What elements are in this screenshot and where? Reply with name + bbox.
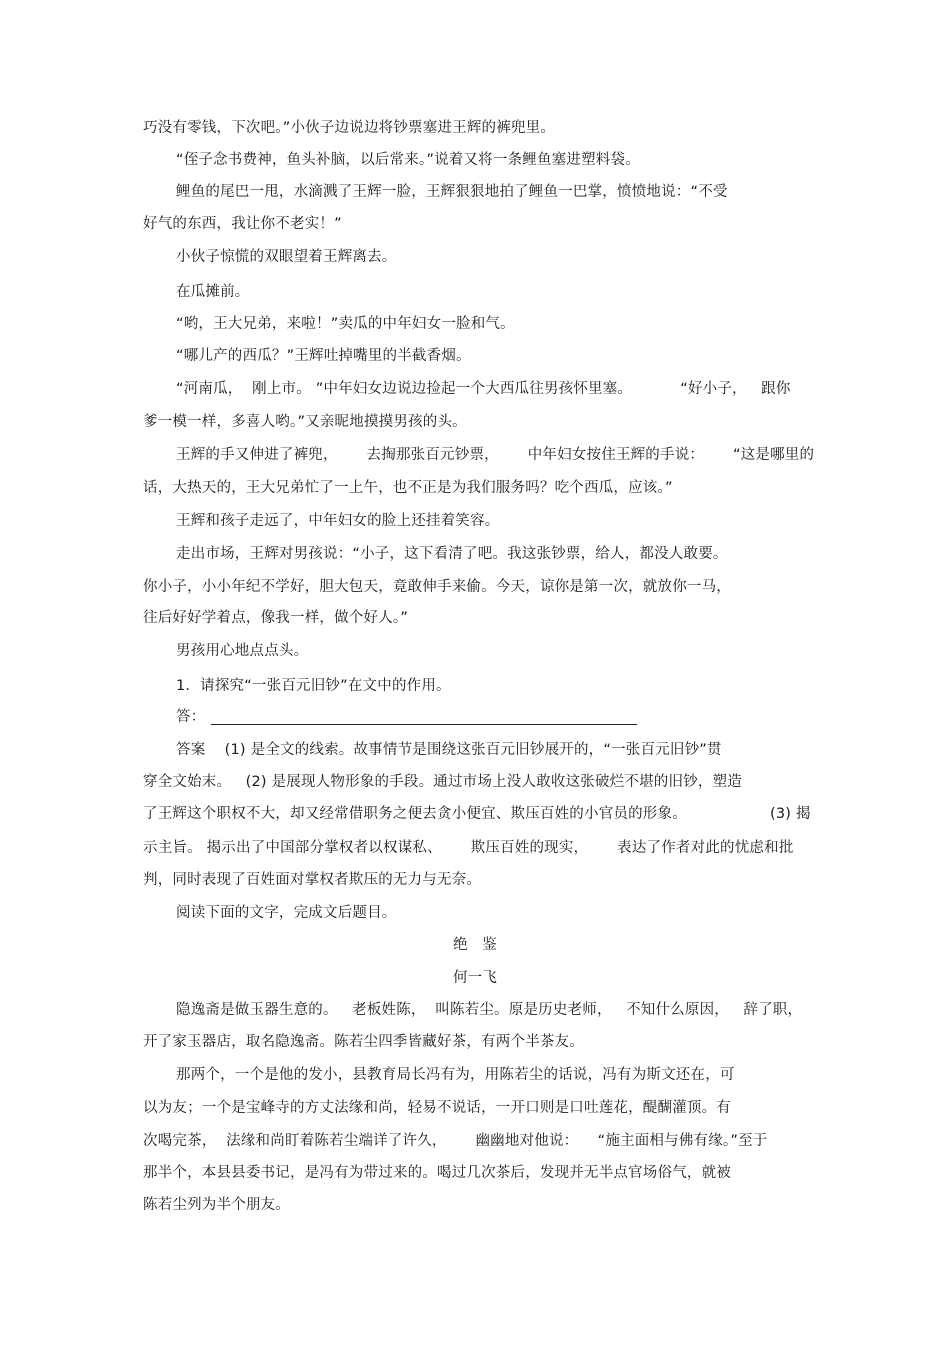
story2-line-2: 开了家玉器店，取名隐逸斋。陈若尘四季皆藏好茶，有两个半茶友。	[143, 1034, 584, 1050]
story1-line-17: 男孩用心地点点头。	[176, 643, 309, 659]
answer-prompt: 答：	[176, 709, 206, 725]
answer-line-4: 示主旨。 揭示出了中国部分掌权者以权谋私、 欺压百姓的现实， 表达了作者对此的忧虑和批	[143, 840, 794, 856]
story1-line-3: 鲤鱼的尾巴一甩，水滴溅了王辉一脸，王辉狠狠地拍了鲤鱼一巴掌，愤愤地说：“不受	[176, 184, 728, 200]
reading-instruction: 阅读下面的文字，完成文后题目。	[176, 905, 397, 921]
story1-line-12: 话，大热天的，王大兄弟忙了一上午，也不正是为我们服务吗？吃个西瓜，应该。”	[143, 480, 673, 496]
story1-line-16: 往后好好学着点，像我一样，做个好人。”	[143, 610, 409, 626]
story1-line-9: “河南瓜， 刚上市。 ”中年妇女边说边捡起一个大西瓜往男孩怀里塞。 “好小子， 跟你	[176, 381, 791, 397]
story1-line-8: “哪儿产的西瓜？”王辉吐掉嘴里的半截香烟。	[176, 348, 471, 364]
story1-line-1: 巧没有零钱，下次吧。”小伙子边说边将钞票塞进王辉的裤兜里。	[143, 120, 556, 136]
answer-blank-line	[211, 724, 637, 725]
story2-line-5: 次喝完茶， 法缘和尚盯着陈若尘端详了许久， 幽幽地对他说： “施主面相与佛有缘。”至于	[143, 1133, 768, 1149]
story1-line-2: “侄子念书费神，鱼头补脑，以后常来。”说着又将一条鲤鱼塞进塑料袋。	[176, 152, 640, 168]
story1-line-15: 你小子，小小年纪不学好，胆大包天，竟敢伸手来偷。今天，谅你是第一次，就放你一马，	[143, 579, 731, 595]
story1-line-14: 走出市场，王辉对男孩说：“小子，这下看清了吧。我这张钞票，给人，都没人敢要。	[176, 546, 728, 562]
story1-line-5: 小伙子惊慌的双眼望着王辉离去。	[176, 249, 397, 265]
question-1: 1．请探究“一张百元旧钞”在文中的作用。	[176, 678, 451, 694]
story2-author: 何一飞	[452, 970, 498, 986]
answer-line-3-tail: (3) 揭	[770, 806, 811, 822]
answer-line-1: 答案 (1) 是全文的线索。故事情节是围绕这张百元旧钞展开的，“一张百元旧钞”贯	[176, 742, 722, 758]
answer-line-3: 了王辉这个职权不大，却又经常借职务之便去贪小便宜、欺压百姓的小官员的形象。	[143, 806, 687, 822]
answer-line-2: 穿全文始末。 (2) 是展现人物形象的手段。通过市场上没人敢收这张破烂不堪的旧钞，塑造	[143, 774, 742, 790]
story1-line-4: 好气的东西，我让你不老实！”	[143, 216, 342, 232]
story2-title: 绝 鉴	[453, 937, 497, 953]
story2-line-6: 那半个，本县县委书记，是冯有为带过来的。喝过几次茶后，发现并无半点官场俗气，就被	[143, 1165, 731, 1181]
story2-line-1: 隐逸斋是做玉器生意的。 老板姓陈， 叫陈若尘。原是历史老师， 不知什么原因， 辞了职，	[176, 1002, 803, 1018]
answer-line-5: 判，同时表现了百姓面对掌权者欺压的无力与无奈。	[143, 872, 482, 888]
story1-line-10: 爹一模一样，多喜人哟。”又亲昵地摸摸男孩的头。	[143, 414, 467, 430]
story2-line-4: 以为友；一个是宝峰寺的方丈法缘和尚，轻易不说话，一开口则是口吐莲花，醍醐灌顶。有	[143, 1100, 731, 1116]
story2-line-7: 陈若尘列为半个朋友。	[143, 1197, 290, 1213]
story1-line-7: “哟，王大兄弟，来啦！”卖瓜的中年妇女一脸和气。	[176, 316, 515, 332]
story1-line-6: 在瓜摊前。	[176, 284, 250, 300]
story1-line-13: 王辉和孩子走远了，中年妇女的脸上还挂着笑容。	[176, 513, 500, 529]
story1-line-11: 王辉的手又伸进了裤兜， 去掏那张百元钞票， 中年妇女按住王辉的手说： “这是哪里的	[176, 447, 815, 463]
story2-line-3: 那两个，一个是他的发小，县教育局长冯有为，用陈若尘的话说，冯有为斯文还在，可	[176, 1067, 735, 1083]
